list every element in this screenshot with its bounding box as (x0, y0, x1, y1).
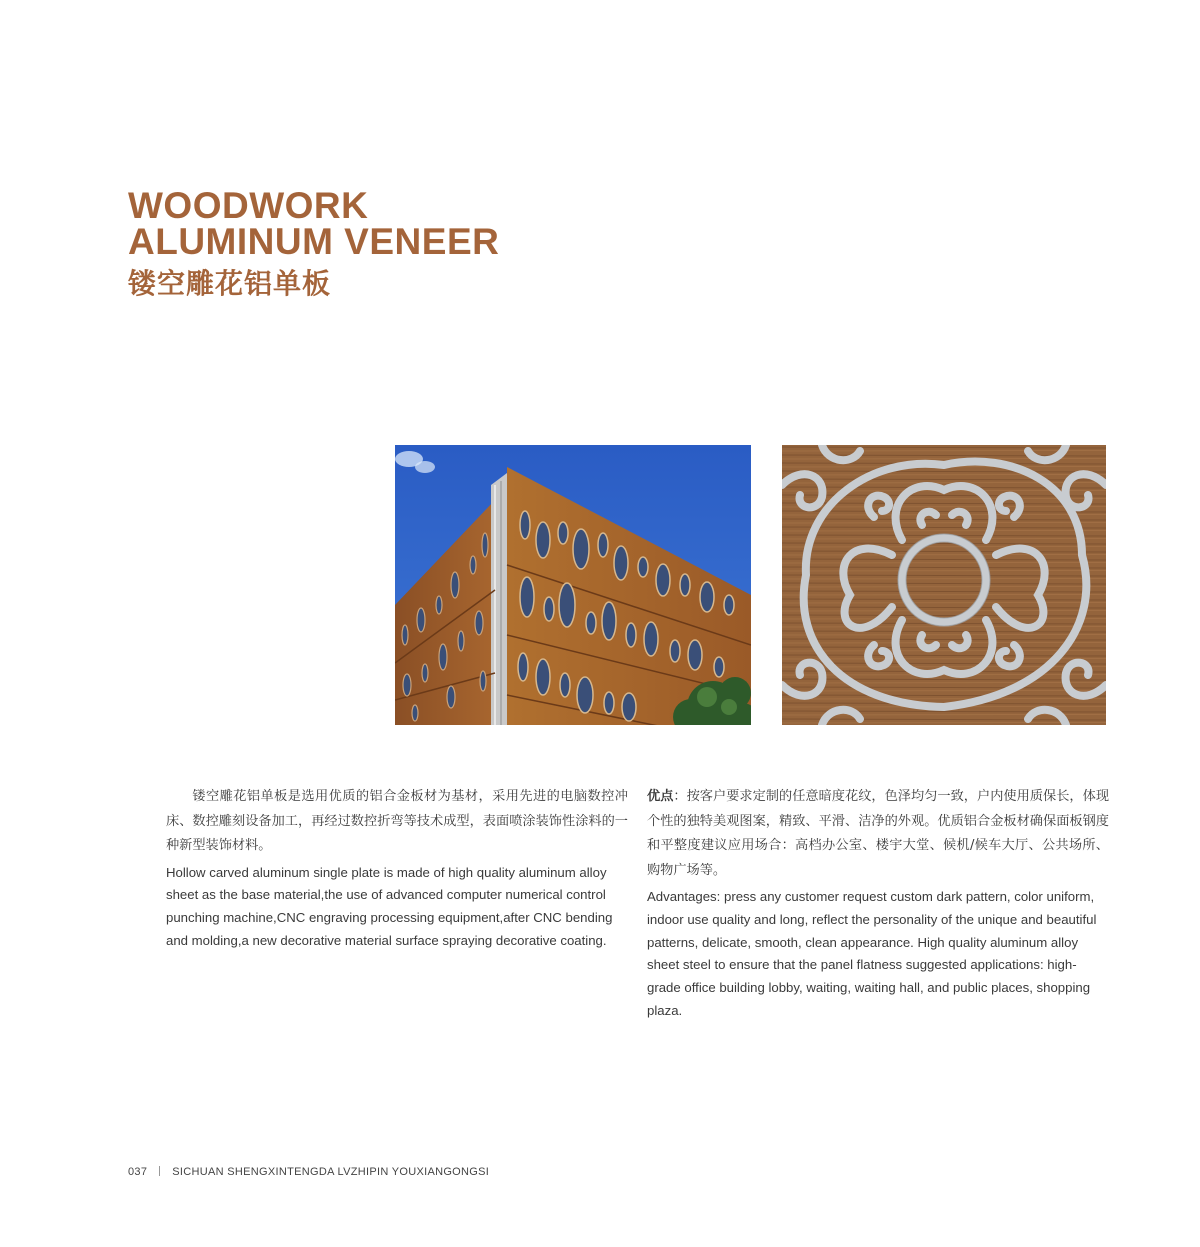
page-number: 037 (128, 1166, 148, 1178)
advantages-chinese-body: ：按客户要求定制的任意暗度花纹，色泽均匀一致，户内使用质保长，体现个性的独特美观图案，精致、平滑、洁净的外观。优质铝合金板材确保面板钢度和平整度建议应用场合：高档办公室、楼宇大堂、候机/候车大厅、公共场所、购物广场等。 (647, 789, 1110, 878)
building-facade-photo (395, 445, 751, 725)
description-column (166, 785, 628, 953)
description-english: Hollow carved aluminum single plate is made of high quality aluminum alloy sheet as the base material,the use of advanced computer numerical control punching machine,CNC engraving processing equipment,after CNC bending and molding,a new decorative material surface spraying decorative coating. (166, 864, 613, 948)
carved-pattern-photo (782, 445, 1106, 725)
advantages-chinese (647, 785, 1109, 883)
title-line-1: WOODWORK (128, 185, 369, 226)
building-facade-image (395, 445, 751, 725)
page-title (128, 185, 648, 262)
advantages-label: 优点 (647, 789, 674, 804)
page-footer (128, 1166, 489, 1178)
description-chinese: 镂空雕花铝单板是选用优质的铝合金板材为基材，采用先进的电脑数控冲床、数控雕刻设备加工，再经过数控折弯等技术成型，表面喷涂装饰性涂料的一种新型装饰材料。 (166, 789, 628, 853)
company-name: SICHUAN SHENGXINTENGDA LVZHIPIN YOUXIANGONGSI (172, 1166, 490, 1178)
advantages-column (647, 785, 1109, 1023)
carved-pattern-image (782, 445, 1106, 725)
page-title-chinese: 镂空雕花铝单板 (128, 267, 332, 300)
advantages-english: Advantages: press any customer request custom dark pattern, color uniform, indoor use quality and long, reflect the personality of the unique and beautiful patterns, delicate, smooth, clean appearance. High quality aluminum alloy sheet steel to ensure that the panel flatness suggested applications: high-grade office building lobby, waiting, waiting hall, and public places, shopping plaza. (647, 889, 1097, 1018)
title-line-2: ALUMINUM VENEER (128, 221, 500, 262)
footer-divider (159, 1166, 160, 1176)
